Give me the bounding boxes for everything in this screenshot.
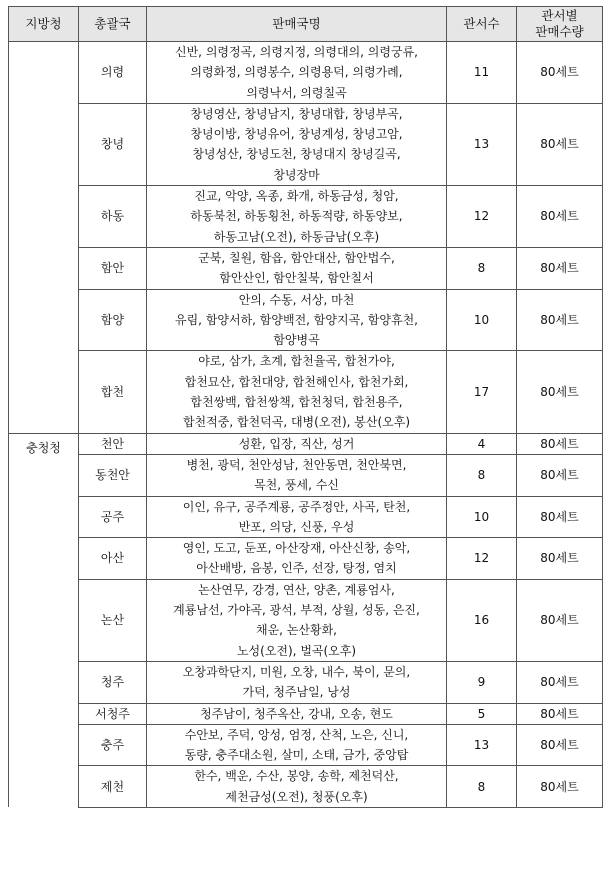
store-line: 창녕이방, 창녕유어, 창녕계성, 창녕고암, bbox=[190, 127, 403, 142]
store-line: 청주남이, 청주옥산, 강내, 오송, 현도 bbox=[200, 706, 393, 721]
stores-cell bbox=[147, 724, 447, 766]
qty-cell: 80세트 bbox=[517, 724, 603, 766]
count-cell: 10 bbox=[447, 289, 517, 351]
office-cell: 함양 bbox=[79, 289, 147, 351]
qty-cell: 80세트 bbox=[517, 186, 603, 248]
table-row bbox=[9, 351, 603, 433]
stores-cell bbox=[147, 703, 447, 724]
qty-cell: 80세트 bbox=[517, 454, 603, 496]
table-row bbox=[9, 538, 603, 580]
store-line: 제천금성(오전), 청풍(오후) bbox=[225, 789, 368, 804]
stores-cell bbox=[147, 766, 447, 808]
office-cell: 창녕 bbox=[79, 103, 147, 185]
qty-cell: 80세트 bbox=[517, 496, 603, 538]
store-line: 노성(오전), 벌곡(오후) bbox=[236, 643, 357, 658]
qty-cell: 80세트 bbox=[517, 766, 603, 808]
store-line: 창녕성산, 창녕도천, 창녕대지 창녕길곡, bbox=[192, 147, 401, 162]
office-cell: 논산 bbox=[79, 579, 147, 661]
table-row bbox=[9, 661, 603, 703]
store-line: 신반, 의령정곡, 의령지정, 의령대의, 의령궁류, bbox=[175, 45, 418, 59]
table-row bbox=[9, 103, 603, 185]
office-cell: 의령 bbox=[79, 42, 147, 104]
store-line: 한수, 백운, 수산, 봉양, 송학, 제천덕산, bbox=[194, 769, 399, 784]
table-row bbox=[9, 186, 603, 248]
count-cell: 17 bbox=[447, 351, 517, 433]
count-cell: 12 bbox=[447, 538, 517, 580]
qty-cell: 80세트 bbox=[517, 42, 603, 104]
table-row bbox=[9, 724, 603, 766]
qty-cell: 80세트 bbox=[517, 661, 603, 703]
office-cell: 공주 bbox=[79, 496, 147, 538]
store-line: 계룡남선, 가야곡, 광석, 부적, 상월, 성동, 은진, bbox=[173, 603, 420, 618]
count-cell: 13 bbox=[447, 103, 517, 185]
office-cell: 아산 bbox=[79, 538, 147, 580]
store-line: 창녕영산, 창녕남지, 창녕대합, 창녕부곡, bbox=[190, 106, 403, 121]
store-line: 수안보, 주덕, 앙성, 엄정, 산척, 노은, 신니, bbox=[184, 727, 409, 742]
count-cell: 5 bbox=[447, 703, 517, 724]
store-line: 진교, 악양, 옥종, 화개, 하동금성, 청암, bbox=[194, 189, 399, 204]
qty-cell: 80세트 bbox=[517, 289, 603, 351]
store-line: 하동고남(오전), 하동금남(오후) bbox=[213, 229, 380, 244]
store-line: 유림, 함양서하, 함양백전, 함양지곡, 함양휴천, bbox=[175, 312, 418, 327]
store-line: 창녕장마 bbox=[273, 167, 320, 182]
header-qty-line2: 판매수량 bbox=[535, 24, 584, 39]
table-row bbox=[9, 703, 603, 724]
store-line: 야로, 삼가, 초계, 합천율곡, 합천가야, bbox=[198, 354, 395, 369]
qty-cell: 80세트 bbox=[517, 247, 603, 289]
stores-cell bbox=[147, 579, 447, 661]
header-office: 총괄국 bbox=[79, 7, 147, 42]
count-cell: 16 bbox=[447, 579, 517, 661]
store-line: 병천, 광덕, 천안성남, 천안동면, 천안북면, bbox=[186, 457, 407, 472]
table-row bbox=[9, 247, 603, 289]
count-cell: 4 bbox=[447, 433, 517, 454]
table-body bbox=[9, 42, 603, 808]
table-row bbox=[9, 289, 603, 351]
qty-cell: 80세트 bbox=[517, 351, 603, 433]
count-cell: 11 bbox=[447, 42, 517, 104]
header-region: 지방청 bbox=[9, 7, 79, 42]
store-line: 반포, 의당, 신풍, 우성 bbox=[238, 519, 355, 534]
stores-cell bbox=[147, 247, 447, 289]
office-cell: 천안 bbox=[79, 433, 147, 454]
store-line: 군북, 칠원, 함읍, 함안대산, 함안법수, bbox=[198, 250, 395, 265]
stores-cell bbox=[147, 186, 447, 248]
store-line: 함양병곡 bbox=[273, 333, 320, 348]
region-cell bbox=[9, 42, 79, 434]
office-cell: 청주 bbox=[79, 661, 147, 703]
qty-cell: 80세트 bbox=[517, 103, 603, 185]
store-line: 함안산인, 함안칠북, 함안칠서 bbox=[219, 271, 374, 286]
stores-cell bbox=[147, 103, 447, 185]
stores-cell bbox=[147, 289, 447, 351]
stores-cell bbox=[147, 433, 447, 454]
office-cell: 함안 bbox=[79, 247, 147, 289]
store-line: 의령낙서, 의령칠곡 bbox=[246, 85, 347, 100]
table-row bbox=[9, 496, 603, 538]
table-row bbox=[9, 42, 603, 104]
office-cell: 제천 bbox=[79, 766, 147, 808]
region-cell: 충청청 bbox=[9, 433, 79, 807]
office-cell: 합천 bbox=[79, 351, 147, 433]
stores-cell bbox=[147, 538, 447, 580]
table-header bbox=[9, 7, 603, 42]
qty-cell: 80세트 bbox=[517, 579, 603, 661]
stores-cell bbox=[147, 496, 447, 538]
stores-cell bbox=[147, 454, 447, 496]
store-line: 가덕, 청주남일, 낭성 bbox=[242, 685, 351, 700]
store-line: 논산연무, 강경, 연산, 양촌, 계룡엄사, bbox=[198, 582, 395, 597]
count-cell: 9 bbox=[447, 661, 517, 703]
header-qty bbox=[517, 7, 603, 42]
sales-table bbox=[8, 6, 603, 808]
table-row bbox=[9, 579, 603, 661]
header-qty-line1: 관서별 bbox=[541, 8, 578, 23]
stores-cell bbox=[147, 42, 447, 104]
store-line: 목천, 풍세, 수신 bbox=[254, 478, 339, 493]
store-line: 하동북천, 하동횡천, 하동적량, 하동양보, bbox=[190, 209, 403, 224]
header-row bbox=[9, 7, 603, 42]
store-line: 영인, 도고, 둔포, 아산장재, 아산신창, 송악, bbox=[182, 541, 411, 556]
qty-cell: 80세트 bbox=[517, 538, 603, 580]
count-cell: 8 bbox=[447, 247, 517, 289]
office-cell: 동천안 bbox=[79, 454, 147, 496]
table-row bbox=[9, 454, 603, 496]
table-row bbox=[9, 766, 603, 808]
store-line: 오창과학단지, 미원, 오창, 내수, 북이, 문의, bbox=[182, 664, 411, 679]
store-line: 안의, 수동, 서상, 마천 bbox=[238, 292, 355, 307]
office-cell: 충주 bbox=[79, 724, 147, 766]
count-cell: 12 bbox=[447, 186, 517, 248]
office-cell: 하동 bbox=[79, 186, 147, 248]
header-stores: 판매국명 bbox=[147, 7, 447, 42]
stores-cell bbox=[147, 351, 447, 433]
store-line: 아산배방, 음봉, 인주, 선장, 탕정, 염치 bbox=[196, 561, 397, 576]
stores-cell bbox=[147, 661, 447, 703]
count-cell: 13 bbox=[447, 724, 517, 766]
store-line: 동량, 충주대소원, 살미, 소태, 금가, 중앙탑 bbox=[184, 748, 409, 763]
count-cell: 8 bbox=[447, 454, 517, 496]
store-line: 합천적중, 합천덕곡, 대병(오전), 봉산(오후) bbox=[182, 415, 411, 430]
store-line: 성환, 입장, 직산, 성거 bbox=[238, 436, 355, 451]
store-line: 채운, 논산황화, bbox=[256, 623, 337, 638]
header-count: 관서수 bbox=[447, 7, 517, 42]
count-cell: 8 bbox=[447, 766, 517, 808]
office-cell: 서청주 bbox=[79, 703, 147, 724]
qty-cell: 80세트 bbox=[517, 703, 603, 724]
store-line: 의령화정, 의령봉수, 의령용덕, 의령가례, bbox=[190, 65, 403, 80]
store-line: 합천쌍백, 합천쌍책, 합천청덕, 합천용주, bbox=[190, 395, 403, 410]
qty-cell: 80세트 bbox=[517, 433, 603, 454]
table-row bbox=[9, 433, 603, 454]
count-cell: 10 bbox=[447, 496, 517, 538]
store-line: 이인, 유구, 공주계룡, 공주정안, 사곡, 탄천, bbox=[182, 499, 411, 514]
store-line: 합천묘산, 합천대양, 합천해인사, 합천가회, bbox=[184, 374, 409, 389]
